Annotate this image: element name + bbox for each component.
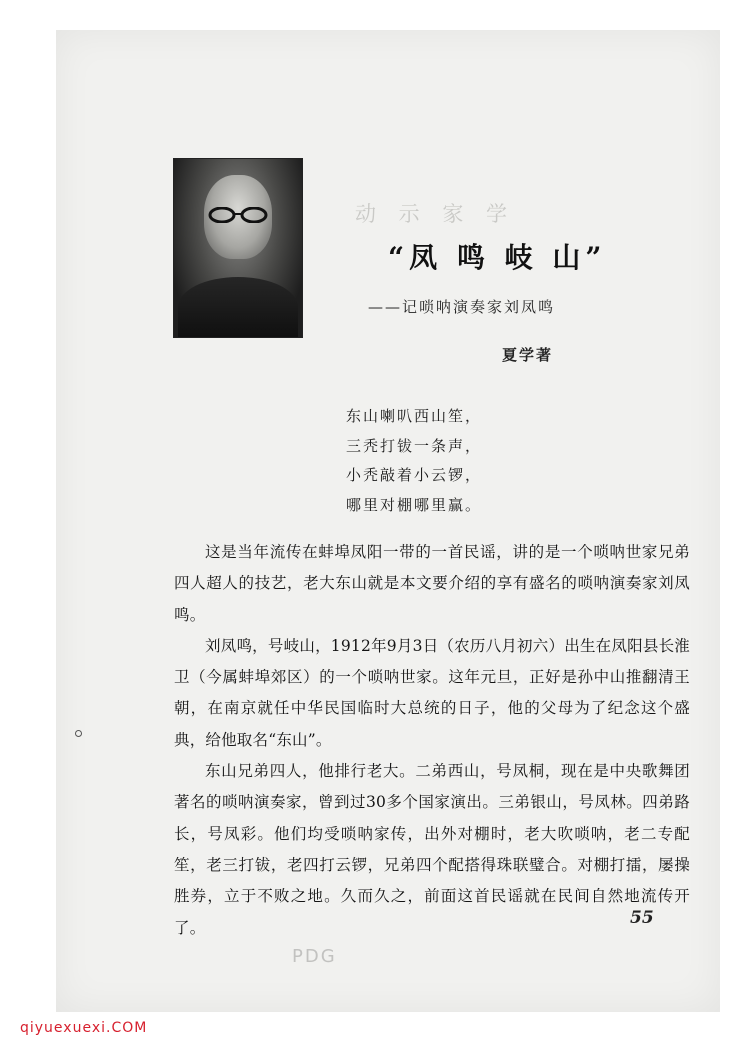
- folk-rhyme: [346, 402, 482, 520]
- body-paragraph: 这是当年流传在蚌埠凤阳一带的一首民谣，讲的是一个唢呐世家兄弟四人超人的技艺，老大东山就是本文要介绍的享有盛名的唢呐演奏家刘凤鸣。: [174, 543, 690, 624]
- binding-hole: [75, 730, 82, 737]
- rhyme-line: 三秃打钹一条声，: [346, 436, 483, 455]
- body-paragraph: 刘凤鸣，号岐山，1912年9月3日（农历八月初六）出生在凤阳县长淮卫（今属蚌埠郊区）的一个唢呐世家。这年元旦，正好是孙中山推翻清王朝，在南京就任中华民国临时大总统的日子，他的父母为了纪念这个盛典，给他取名“东山”。: [174, 636, 690, 749]
- author-portrait: [173, 158, 303, 338]
- scan-stamp: PDG: [292, 946, 337, 967]
- body-paragraph: 东山兄弟四人，他排行老大。二弟西山，号凤桐，现在是中央歌舞团著名的唢呐演奏家，曾到过30多个国家演出。三弟银山，号凤林。四弟路长，号凤彩。他们均受唢呐家传，出外对棚时，老大吹唢呐，老二专配笙，老三打钹，老四打云锣，兄弟四个配搭得珠联璧合。对棚打擂，屡操胜券，立于不败之地。久而久之，前面这首民谣就在民间自然地流传开了。: [174, 762, 690, 937]
- bleed-through-heading: 动 示 家 学: [355, 202, 516, 226]
- article-title: “凤 鸣 岐 山”: [388, 241, 607, 274]
- rhyme-line: 东山喇叭西山笙，: [346, 407, 483, 425]
- article-author: 夏学著: [502, 346, 554, 364]
- page-number: 55: [630, 908, 654, 928]
- site-watermark: qiyuexuexi.COM: [20, 1020, 148, 1036]
- portrait-glasses: [206, 207, 270, 223]
- article-body: [174, 537, 690, 944]
- rhyme-line: 小秃敲着小云锣，: [346, 466, 483, 484]
- rhyme-line: 哪里对棚哪里赢。: [346, 495, 483, 514]
- article-subtitle: ——记唢呐演奏家刘凤鸣: [368, 298, 556, 316]
- portrait-jacket: [178, 277, 298, 337]
